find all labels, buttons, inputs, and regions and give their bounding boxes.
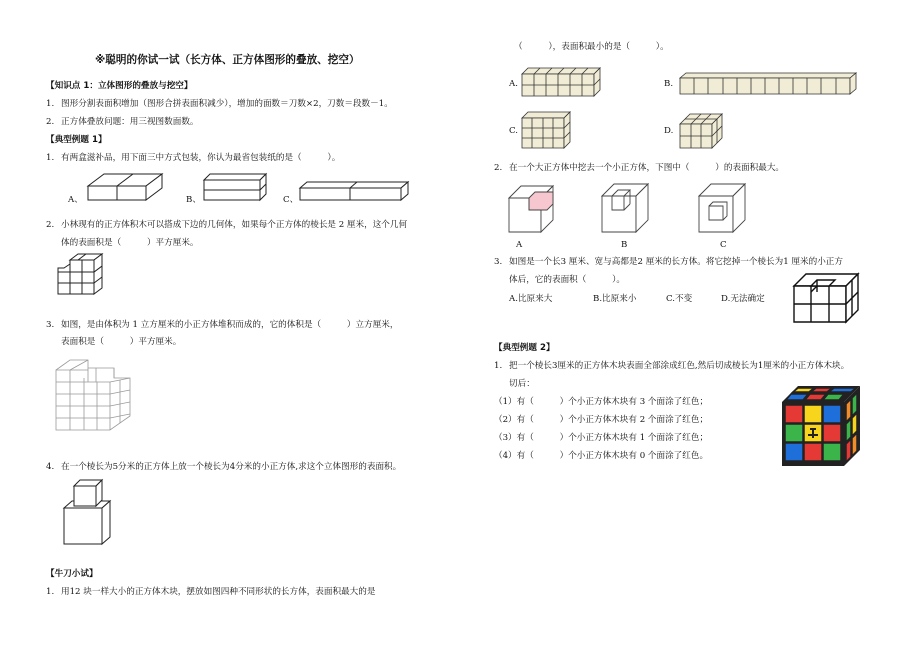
example2-heading: 【典型例题 2】 xyxy=(494,343,555,353)
practice-q2-num: 2. xyxy=(494,163,503,173)
practice-q3-line2: 体后，它的表面积（ ）。 xyxy=(509,275,626,285)
practice-q1-option-a: A. xyxy=(509,79,518,89)
ex2-q1-item-2: （2）有（ ）个小正方体木块有 2 个面涂了红色； xyxy=(494,415,709,425)
practice-q3-num: 3. xyxy=(494,257,503,267)
practice-q2-text: 在一个大正方体中挖去一个小正方体，下图中（ ）的表面积最大。 xyxy=(509,163,785,173)
practice-q3-choice-a: A.比原来大 xyxy=(509,294,553,304)
ex2-q1-item-3: （3）有（ ）个小正方体木块有 1 个面涂了红色； xyxy=(494,433,709,443)
practice-q1-num: 1. xyxy=(46,587,55,597)
ex1-q4-num: 4. xyxy=(46,462,55,472)
practice-q2-label-b: B xyxy=(621,240,628,250)
knowledge-item-2: 正方体叠放问题：用三视图数面数。 xyxy=(61,117,199,127)
practice-q3-choice-d: D.无法确定 xyxy=(721,294,765,304)
ex1-q3-num: 3. xyxy=(46,320,55,330)
box-option-a-figure xyxy=(86,172,166,202)
cuboid-c-figure xyxy=(520,110,572,150)
ex1-q1-num: 1. xyxy=(46,153,55,163)
ex2-q1-item-4: （4）有（ ）个小正方体木块有 0 个面涂了红色。 xyxy=(494,451,709,461)
page-title: ※聪明的你试一试（长方体、正方体图形的叠放、挖空） xyxy=(95,54,360,66)
ex1-q1-option-c: C、 xyxy=(283,195,299,205)
hollow-cube-a-figure xyxy=(507,182,555,234)
ex1-q3-line2: 表面积是（ ）平方厘米。 xyxy=(61,337,182,347)
practice-q2-label-c: C xyxy=(720,240,727,250)
staircase-cubes-figure xyxy=(52,358,134,432)
ex1-q2-line2: 体的表面积是（ ）平方厘米。 xyxy=(61,238,199,248)
hollow-cube-b-figure xyxy=(600,182,650,234)
practice-q3-line1: 如图是一个长3 厘米、宽与高都是2 厘米的长方体。将它挖掉一个棱长为1 厘米的小正方 xyxy=(509,257,843,267)
ex1-q4-text: 在一个棱长为5分米的正方体上放一个棱长为4分米的小正方体,求这个立体图形的表面积。 xyxy=(61,462,402,472)
practice-heading: 【牛刀小试】 xyxy=(46,569,98,579)
knowledge-item-2-num: 2. xyxy=(46,117,55,127)
ex1-q1-text: 有两盒滋补品，用下面三中方式包装，你认为最省包装纸的是（ ）。 xyxy=(61,153,341,163)
cuboid-d-figure xyxy=(678,112,724,150)
knowledge-heading: 【知识点 1：立体图形的叠放与挖空】 xyxy=(46,81,193,91)
ex2-q1-item-1: （1）有（ ）个小正方体木块有 3 个面涂了红色； xyxy=(494,397,709,407)
ex2-q1-line1: 把一个棱长3厘米的正方体木块表面全部涂成红色,然后切成棱长为1厘米的小正方体木块。 xyxy=(509,361,850,371)
ex1-q3-line1: 如图，是由体积为 1 立方厘米的小正方体堆积而成的，它的体积是（ ）立方厘米， xyxy=(61,320,399,330)
ex1-q1-option-a: A、 xyxy=(68,195,83,205)
practice-q1-option-d: D. xyxy=(664,126,674,136)
practice-q1-line2: （ ），表面积最小的是（ ）。 xyxy=(514,42,669,52)
practice-q2-label-a: A xyxy=(516,240,523,250)
ex1-q1-option-b: B、 xyxy=(186,195,201,205)
ex1-q2-num: 2. xyxy=(46,220,55,230)
practice-q3-choice-b: B.比原来小 xyxy=(593,294,637,304)
stacked-cubes-figure xyxy=(62,478,112,546)
rubiks-cube-image xyxy=(776,380,864,468)
cuboid-b-figure xyxy=(678,72,858,96)
knowledge-item-1: 图形分割表面积增加（图形合拼表面积减少），增加的面数＝刀数×2，刀数＝段数－1。 xyxy=(61,99,393,109)
box-option-b-figure xyxy=(202,172,268,202)
ex2-q1-num: 1. xyxy=(494,361,503,371)
example1-heading: 【典型例题 1】 xyxy=(46,135,107,145)
stacked-blocks-figure xyxy=(56,254,108,296)
knowledge-item-1-num: 1. xyxy=(46,99,55,109)
practice-q1-option-c: C. xyxy=(509,126,519,136)
practice-q1-option-b: B. xyxy=(664,79,674,89)
ex2-q1-line2: 切后： xyxy=(509,379,535,389)
practice-q1-line1: 用12 块一样大小的正方体木块，摆放如图四种不同形状的长方体，表面积最大的是 xyxy=(61,587,376,597)
hollow-cube-c-figure xyxy=(697,182,747,234)
cuboid-a-figure xyxy=(520,66,602,98)
notched-cuboid-figure xyxy=(792,272,860,324)
practice-q3-choice-c: C.不变 xyxy=(666,294,693,304)
ex1-q2-line1: 小林现有的正方体积木可以搭成下边的几何体，如果每个正方体的棱长是 2 厘米，这个几何 xyxy=(61,220,408,230)
box-option-c-figure xyxy=(298,180,410,202)
